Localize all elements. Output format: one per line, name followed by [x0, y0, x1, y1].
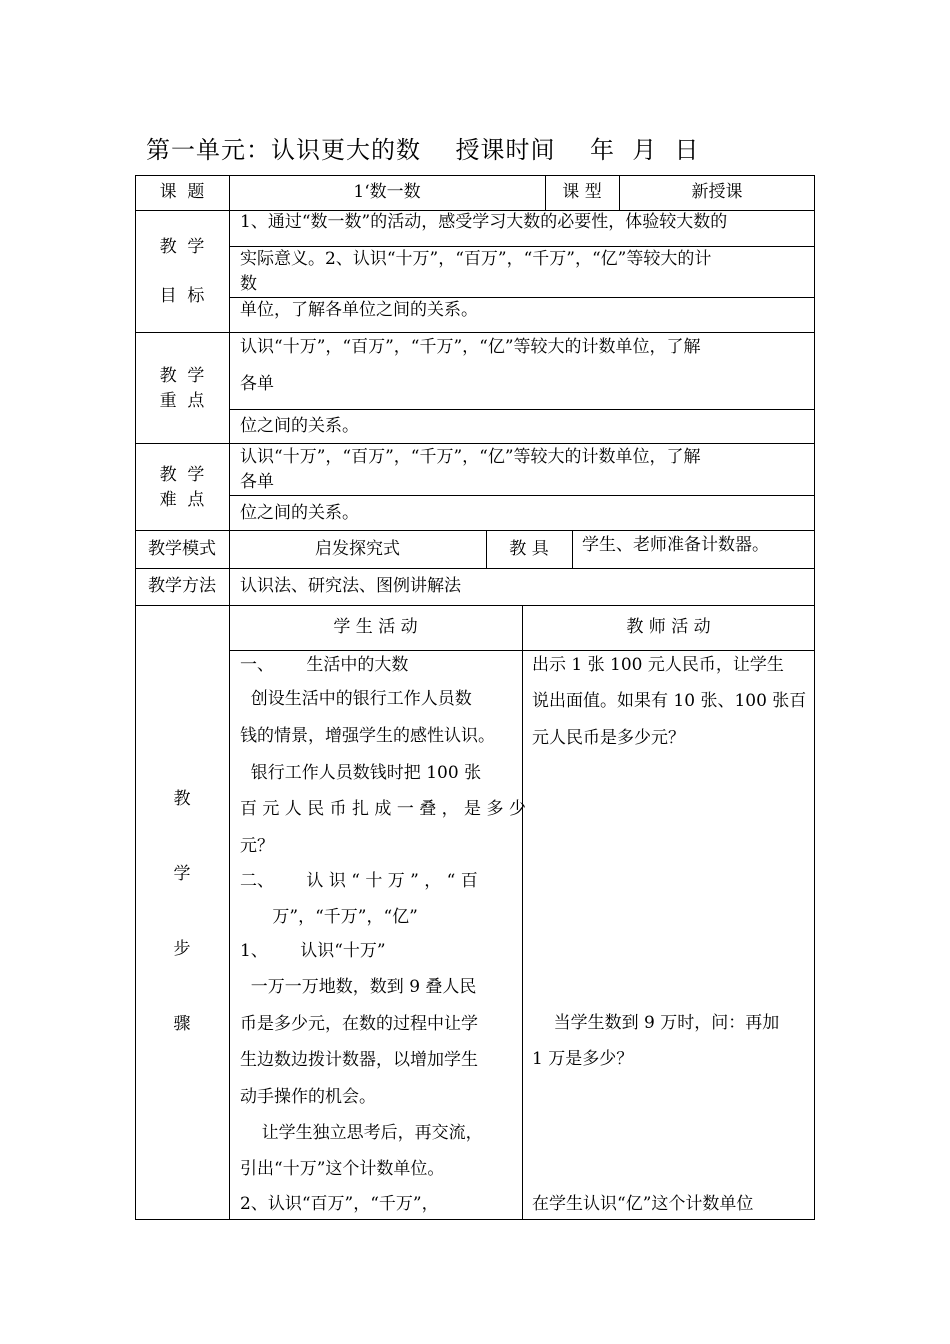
key-points-label-line-2: 重 点	[159, 391, 205, 411]
student-activity-line: 2、认识“百万”，“千万”，	[240, 1194, 439, 1214]
difficulties-label-line-2: 难 点	[159, 490, 205, 510]
difficulties-text: 各单	[240, 472, 274, 492]
steps-label-char: 骤	[173, 1014, 191, 1034]
objectives-text: 1、通过“数一数”的活动，感受学习大数的必要性，体验较大数的	[240, 212, 728, 232]
teacher-activity-line: 说出面值。如果有 10 张、100 张百	[532, 691, 807, 711]
table-border-bottom	[135, 1219, 815, 1220]
student-activity-line: 二、 认 识 “ 十 万 ” ， “ 百	[240, 871, 478, 891]
teaching-mode-label: 教学模式	[148, 539, 216, 559]
student-activity-line: 创设生活中的银行工作人员数	[240, 689, 472, 709]
difficulties-text: 位之间的关系。	[240, 503, 359, 523]
student-activity-line: 让学生独立思考后，再交流，	[240, 1123, 483, 1143]
row-divider	[135, 605, 815, 606]
teacher-activity-line: 出示 1 张 100 元人民币，让学生	[532, 655, 784, 675]
row-divider	[229, 495, 815, 496]
difficulties-label-line-1: 教 学	[159, 465, 205, 485]
difficulties-text: 认识“十万”，“百万”，“千万”，“亿”等较大的计数单位，了解	[240, 447, 701, 467]
objectives-text: 实际意义。2、认识“十万”，“百万”，“千万”，“亿”等较大的计	[240, 249, 712, 269]
row-divider	[135, 332, 815, 333]
teaching-mode-value: 启发探究式	[315, 539, 400, 559]
teaching-method-value: 认识法、研究法、图例讲解法	[240, 576, 461, 596]
objectives-text: 数	[240, 274, 257, 294]
student-activity-line: 生边数边拨计数器，以增加学生	[240, 1050, 478, 1070]
column-divider	[522, 605, 523, 1220]
lesson-type-label: 课 型	[562, 182, 602, 202]
student-activity-line: 万”，“千万”，“亿”	[240, 907, 418, 927]
row-divider	[229, 297, 815, 298]
student-activity-line: 引出“十万”这个计数单位。	[240, 1159, 445, 1179]
student-activity-line: 元？	[240, 836, 274, 856]
objectives-label-line-2: 目 标	[159, 286, 205, 306]
student-activity-line: 一、 生活中的大数	[240, 655, 409, 675]
row-divider	[135, 568, 815, 569]
row-divider	[135, 210, 815, 211]
objectives-label-line-1: 教 学	[159, 237, 205, 257]
teacher-activity-line: 在学生认识“亿”这个计数单位	[532, 1194, 754, 1214]
teaching-method-label: 教学方法	[148, 576, 216, 596]
table-border-left	[135, 175, 136, 1220]
student-activity-header: 学 生 活 动	[333, 617, 418, 637]
column-divider	[572, 530, 573, 568]
key-points-label-line-1: 教 学	[159, 366, 205, 386]
row-divider	[229, 409, 815, 410]
row-divider	[135, 530, 815, 531]
student-activity-line: 一万一万地数，数到 9 叠人民	[240, 977, 477, 997]
steps-label-char: 步	[173, 939, 191, 959]
key-points-text: 位之间的关系。	[240, 416, 359, 436]
student-activity-line: 银行工作人员数钱时把 100 张	[240, 763, 482, 783]
column-divider	[229, 175, 230, 1220]
key-points-text: 各单	[240, 374, 274, 394]
teacher-activity-line: 元人民币是多少元？	[532, 728, 685, 748]
teacher-activity-header: 教 师 活 动	[626, 617, 711, 637]
student-activity-line: 钱的情景，增强学生的感性认识。	[240, 726, 495, 746]
topic-value: 1‘数一数	[353, 182, 421, 202]
row-divider	[135, 443, 815, 444]
steps-label-char: 教	[173, 789, 191, 809]
steps-label-char: 学	[173, 864, 191, 884]
student-activity-line: 币是多少元，在数的过程中让学	[240, 1014, 478, 1034]
table-border-right	[814, 175, 815, 1220]
teaching-tools-label: 教 具	[509, 539, 549, 559]
lesson-plan-table	[135, 175, 815, 1220]
topic-label: 课 题	[159, 182, 205, 202]
key-points-text: 认识“十万”，“百万”，“千万”，“亿”等较大的计数单位，了解	[240, 337, 701, 357]
teaching-tools-value: 学生、老师准备计数器。	[582, 535, 769, 555]
teacher-activity-line: 1 万是多少？	[532, 1049, 634, 1069]
table-border-top	[135, 175, 815, 176]
student-activity-line: 1、 认识“十万”	[240, 941, 386, 961]
lesson-type-value: 新授课	[691, 182, 743, 202]
teacher-activity-line: 当学生数到 9 万时，问：再加	[532, 1013, 780, 1033]
student-activity-line: 动手操作的机会。	[240, 1087, 376, 1107]
row-divider	[229, 246, 815, 247]
objectives-text: 单位，了解各单位之间的关系。	[240, 300, 478, 320]
page-title: 第一单元：认识更大的数 授课时间 年 月 日	[146, 136, 700, 164]
student-activity-line: 百 元 人 民 币 扎 成 一 叠 ， 是 多 少	[240, 799, 526, 819]
